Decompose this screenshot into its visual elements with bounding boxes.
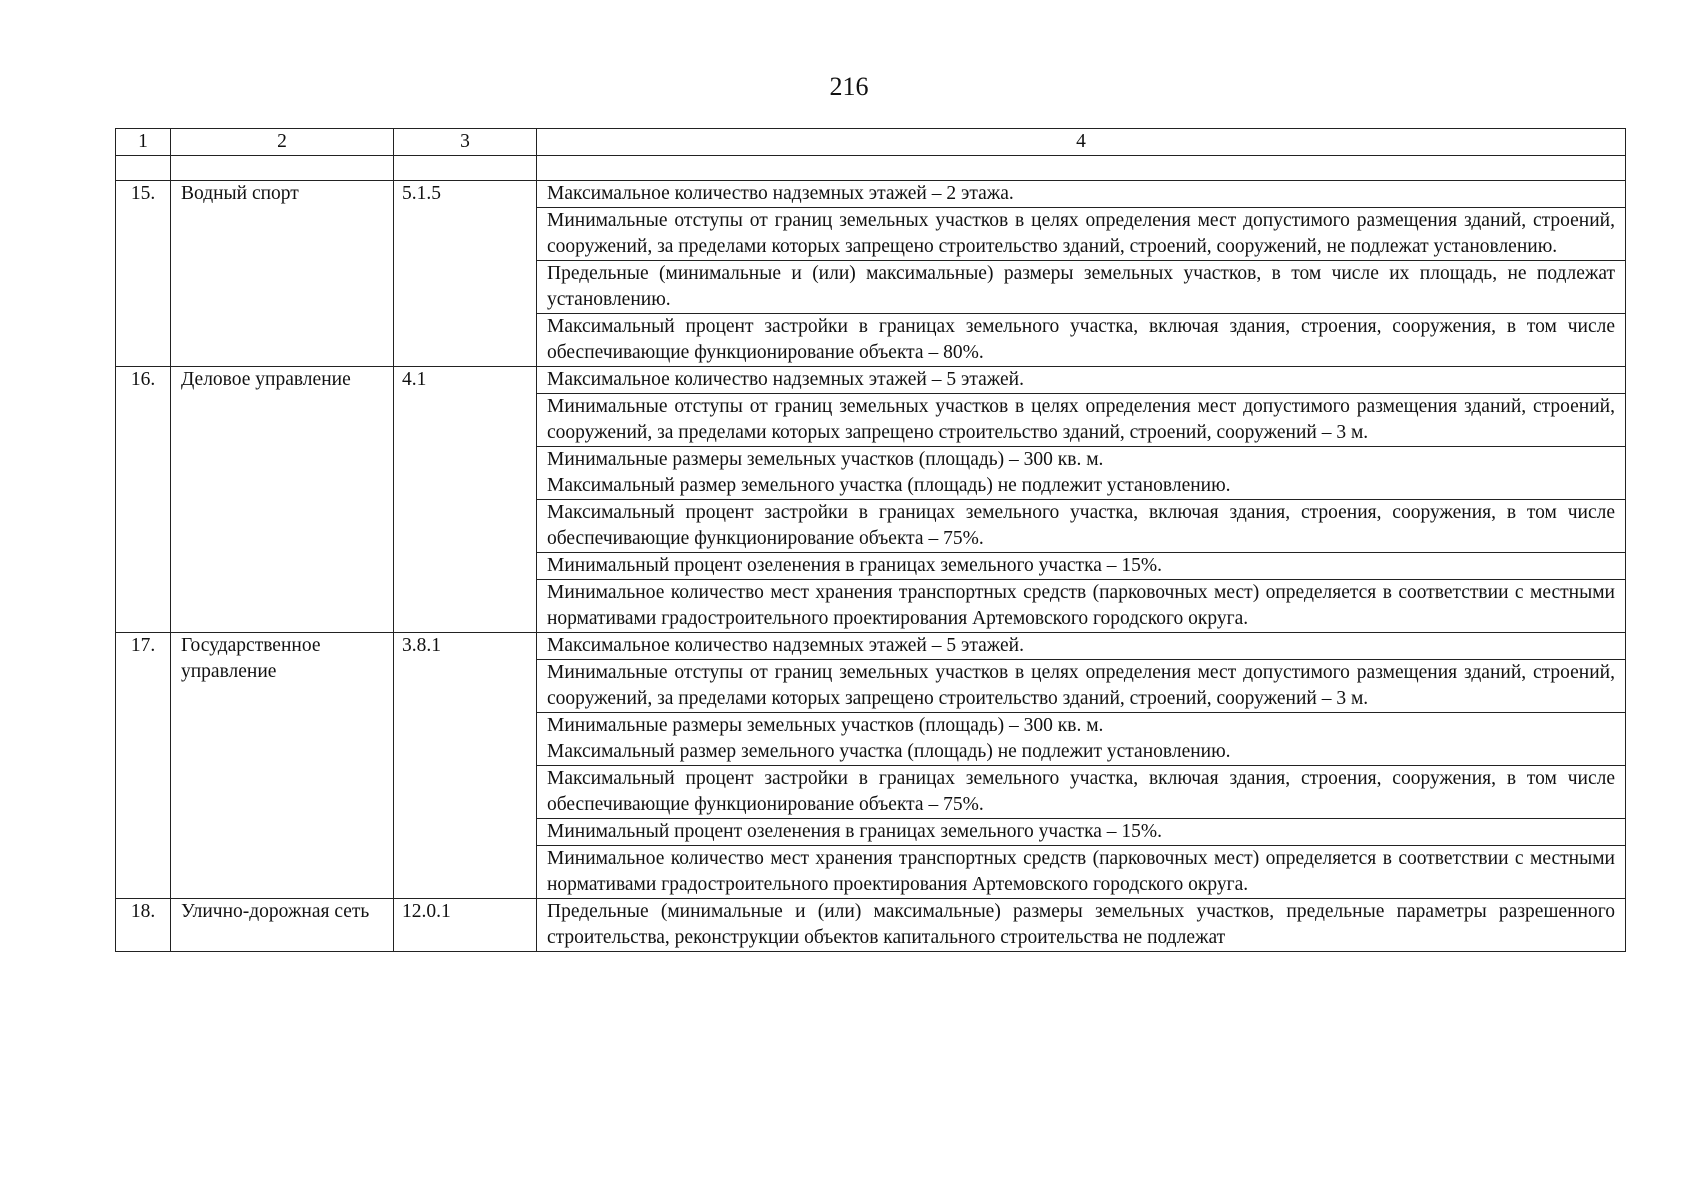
- parameter-cell: [537, 261, 1626, 314]
- land-use-code: 5.1.5: [394, 181, 537, 367]
- parameter-text: Минимальное количество мест хранения транспортных средств (парковочных мест) определяется в соответствии с местными нормативами градостроительного проектирования Артемовского городского округа.: [547, 848, 1615, 895]
- parameter-cell: [537, 766, 1626, 819]
- parameter-text: Максимальный процент застройки в границах земельного участка, включая здания, строения, сооружения, в том числе обеспечивающие функционирование объекта – 75%.: [547, 768, 1615, 815]
- land-use-type: Деловое управление: [171, 367, 394, 633]
- land-use-type: Государственное управление: [171, 633, 394, 899]
- land-use-code: 4.1: [394, 367, 537, 633]
- parameter-text: Максимальный процент застройки в границах земельного участка, включая здания, строения, сооружения, в том числе обеспечивающие функционирование объекта – 80%.: [547, 316, 1615, 363]
- table-row: [116, 367, 1626, 394]
- parameter-text: Максимальный размер земельного участка (площадь) не подлежит установлению.: [547, 741, 1231, 762]
- parameter-cell: [537, 367, 1626, 394]
- column-number-1: 1: [116, 129, 171, 156]
- parameter-text: Минимальное количество мест хранения транспортных средств (парковочных мест) определяется в соответствии с местными нормативами градостроительного проектирования Артемовского городского округа.: [547, 582, 1615, 629]
- column-number-4: 4: [537, 129, 1626, 156]
- row-number: 18.: [116, 899, 171, 952]
- table-row: [116, 633, 1626, 660]
- parameter-text: Максимальный процент застройки в границах земельного участка, включая здания, строения, сооружения, в том числе обеспечивающие функционирование объекта – 75%.: [547, 502, 1615, 549]
- parameter-text: Максимальное количество надземных этажей – 5 этажей.: [547, 635, 1024, 656]
- row-number: 17.: [116, 633, 171, 899]
- parameter-text: Максимальное количество надземных этажей – 5 этажей.: [547, 369, 1024, 390]
- column-number-2: 2: [171, 129, 394, 156]
- parameter-text: Минимальные отступы от границ земельных участков в целях определения мест допустимого размещения зданий, строений, сооружений, за пределами которых запрещено строительство зданий, строений, сооружений – 3 м.: [547, 662, 1615, 709]
- parameter-cell: [537, 819, 1626, 846]
- column-number-3: 3: [394, 129, 537, 156]
- parameter-cell: [537, 208, 1626, 261]
- parameter-cell: [537, 660, 1626, 713]
- parameter-cell: [537, 633, 1626, 660]
- parameter-text: Предельные (минимальные и (или) максимальные) размеры земельных участков, предельные параметры разрешенного строительства, реконструкции объектов капитального строительства не подлежат: [547, 901, 1615, 948]
- parameter-cell: [537, 394, 1626, 447]
- land-use-type: Улично-дорожная сеть: [171, 899, 394, 952]
- parameter-text: Предельные (минимальные и (или) максимальные) размеры земельных участков, в том числе их площадь, не подлежат установлению.: [547, 263, 1615, 310]
- land-use-code: 12.0.1: [394, 899, 537, 952]
- parameter-cell: [537, 713, 1626, 766]
- zoning-parameters-table: [115, 128, 1626, 952]
- parameter-cell: [537, 181, 1626, 208]
- parameter-cell: [537, 500, 1626, 553]
- land-use-code: 3.8.1: [394, 633, 537, 899]
- parameter-text: Минимальный процент озеленения в границах земельного участка – 15%.: [547, 555, 1163, 576]
- parameter-text: Минимальный процент озеленения в границах земельного участка – 15%.: [547, 821, 1163, 842]
- table-row: [116, 181, 1626, 208]
- parameter-cell: [537, 553, 1626, 580]
- parameter-cell: [537, 580, 1626, 633]
- table-row: [116, 899, 1626, 952]
- parameter-text: Минимальные размеры земельных участков (площадь) – 300 кв. м.: [547, 715, 1104, 736]
- table-header-row: [116, 129, 1626, 156]
- parameter-text: Максимальный размер земельного участка (площадь) не подлежит установлению.: [547, 475, 1231, 496]
- row-number: 16.: [116, 367, 171, 633]
- land-use-type: Водный спорт: [171, 181, 394, 367]
- parameter-cell: [537, 447, 1626, 500]
- parameter-cell: [537, 899, 1626, 952]
- parameter-cell: [537, 846, 1626, 899]
- row-number: 15.: [116, 181, 171, 367]
- spacer-row: [116, 156, 1626, 181]
- parameter-text: Минимальные отступы от границ земельных участков в целях определения мест допустимого размещения зданий, строений, сооружений, за пределами которых запрещено строительство зданий, строений, сооружений, не подлежат установлению.: [547, 210, 1615, 257]
- page-number: 216: [829, 72, 869, 101]
- parameter-text: Минимальные отступы от границ земельных участков в целях определения мест допустимого размещения зданий, строений, сооружений, за пределами которых запрещено строительство зданий, строений, сооружений – 3 м.: [547, 396, 1615, 443]
- parameter-text: Минимальные размеры земельных участков (площадь) – 300 кв. м.: [547, 449, 1104, 470]
- parameter-cell: [537, 314, 1626, 367]
- parameter-text: Максимальное количество надземных этажей – 2 этажа.: [547, 183, 1014, 204]
